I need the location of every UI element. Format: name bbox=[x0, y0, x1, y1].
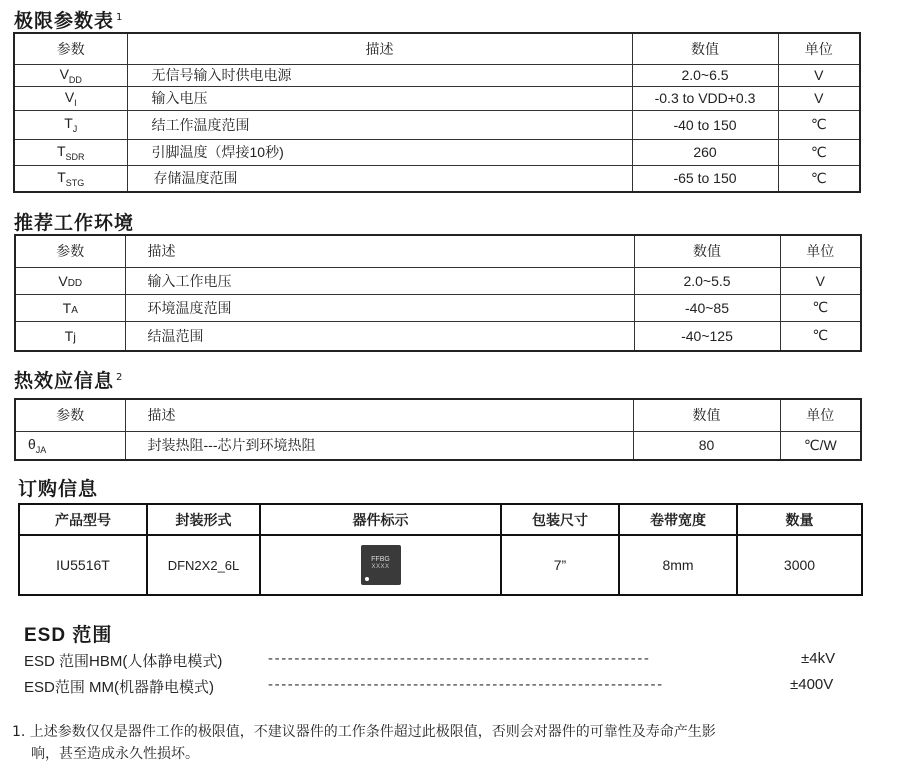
table-row bbox=[15, 431, 861, 460]
param-symbol: $V_{DD}$ bbox=[14, 64, 127, 86]
param-value: -65 to 150 bbox=[632, 165, 778, 192]
table-row bbox=[14, 86, 860, 110]
param-value: 260 bbox=[632, 139, 778, 165]
param-value: -40~125 bbox=[634, 321, 780, 351]
header-unit: 单位 bbox=[778, 33, 860, 64]
table-row bbox=[19, 535, 862, 595]
param-value: 2.0~5.5 bbox=[634, 267, 780, 294]
table-row bbox=[14, 110, 860, 139]
param-desc: 无信号输入时供电电源 bbox=[127, 64, 632, 86]
footnote-ref-1: 1 bbox=[116, 11, 124, 23]
thermal-title bbox=[14, 366, 123, 393]
param-unit: ℃ bbox=[778, 165, 860, 192]
table-row bbox=[14, 139, 860, 165]
param-desc: 环境温度范围 bbox=[125, 294, 634, 321]
quantity-cell: 3000 bbox=[737, 535, 862, 595]
param-symbol: $\theta_{JA}$ bbox=[15, 431, 125, 460]
table-header-row bbox=[19, 504, 862, 535]
header-param: 参数 bbox=[15, 235, 125, 267]
param-desc: 输入工作电压 bbox=[125, 267, 634, 294]
param-symbol: Tj bbox=[15, 321, 125, 351]
param-desc: 输入电压 bbox=[127, 86, 632, 110]
header-quantity: 数量 bbox=[737, 504, 862, 535]
recommended-table bbox=[14, 234, 862, 352]
param-value: -40~85 bbox=[634, 294, 780, 321]
esd-title-text: ESD 范围 bbox=[24, 625, 113, 646]
header-unit: 单位 bbox=[780, 399, 861, 431]
param-unit: ℃ bbox=[780, 294, 861, 321]
table-row bbox=[15, 321, 861, 351]
chip-marking-icon bbox=[361, 545, 401, 585]
param-desc: 结温范围 bbox=[125, 321, 634, 351]
esd-hbm-value: ±4kV bbox=[801, 650, 836, 667]
table-row bbox=[15, 267, 861, 294]
esd-hbm-dashes: ---------------------------------------------------------- bbox=[268, 650, 651, 667]
table-header-row bbox=[14, 33, 860, 64]
header-value: 数值 bbox=[633, 399, 780, 431]
header-param: 参数 bbox=[15, 399, 125, 431]
footnote-ref-2: 2 bbox=[116, 371, 124, 383]
model-cell: IU5516T bbox=[19, 535, 147, 595]
reel-size-cell: 7” bbox=[501, 535, 619, 595]
marking-line2: XXXX bbox=[371, 564, 390, 570]
table-row bbox=[14, 165, 860, 192]
package-cell: DFN2X2_6L bbox=[147, 535, 260, 595]
header-marking: 器件标示 bbox=[260, 504, 501, 535]
header-value: 数值 bbox=[634, 235, 780, 267]
param-desc: 引脚温度（焊接10秒) bbox=[127, 139, 632, 165]
param-unit: V bbox=[778, 86, 860, 110]
thermal-title-text: 热效应信息 bbox=[14, 370, 115, 392]
table-row bbox=[15, 294, 861, 321]
header-desc: 描述 bbox=[125, 235, 634, 267]
header-package: 封装形式 bbox=[147, 504, 260, 535]
param-unit: V bbox=[778, 64, 860, 86]
param-unit: ℃ bbox=[780, 321, 861, 351]
table-header-row bbox=[15, 235, 861, 267]
param-symbol: $T_{SDR}$ bbox=[14, 139, 127, 165]
esd-mm-label: ESD范围 MM(机器静电模式) bbox=[24, 679, 214, 696]
pin1-dot-icon bbox=[365, 577, 369, 581]
param-symbol: $V_I$ bbox=[14, 86, 127, 110]
abs-max-table bbox=[13, 32, 861, 193]
param-value: 2.0~6.5 bbox=[632, 64, 778, 86]
header-model: 产品型号 bbox=[19, 504, 147, 535]
param-symbol: VDD bbox=[15, 267, 125, 294]
ordering-title bbox=[18, 474, 98, 501]
param-unit: V bbox=[780, 267, 861, 294]
esd-hbm-label: ESD 范围HBM(人体静电模式) bbox=[24, 653, 223, 670]
header-desc: 描述 bbox=[125, 399, 633, 431]
marking-cell bbox=[260, 535, 501, 595]
header-desc: 描述 bbox=[127, 33, 632, 64]
thermal-table bbox=[14, 398, 862, 461]
esd-hbm-line bbox=[24, 650, 222, 671]
esd-mm-dashes: ------------------------------------------------------------ bbox=[268, 676, 664, 693]
param-value: -40 to 150 bbox=[632, 110, 778, 139]
header-value: 数值 bbox=[632, 33, 778, 64]
param-symbol: $T_J$ bbox=[14, 110, 127, 139]
header-param: 参数 bbox=[14, 33, 127, 64]
param-desc: 封装热阻---芯片到环境热阻 bbox=[125, 431, 633, 460]
param-unit: ℃ bbox=[778, 110, 860, 139]
header-reel-size: 包装尺寸 bbox=[501, 504, 619, 535]
esd-mm-line bbox=[24, 676, 214, 697]
footnote-1-line2: 响，甚至造成永久性损坏。 bbox=[31, 746, 199, 762]
table-header-row bbox=[15, 399, 861, 431]
ordering-table bbox=[18, 503, 863, 596]
header-tape-width: 卷带宽度 bbox=[619, 504, 737, 535]
marking-line1: FFBG bbox=[371, 556, 390, 563]
footnote-1 bbox=[12, 721, 902, 765]
abs-max-title bbox=[14, 6, 123, 33]
param-unit: ℃ bbox=[778, 139, 860, 165]
footnote-1-line1: 1. 上述参数仅仅是器件工作的极限值，不建议器件的工作条件超过此极限值，否则会对器件的可靠性及寿命产生影 bbox=[12, 724, 716, 740]
param-value: 80 bbox=[633, 431, 780, 460]
ordering-title-text: 订购信息 bbox=[18, 478, 99, 500]
param-desc: 结工作温度范围 bbox=[127, 110, 632, 139]
param-unit: ℃/W bbox=[780, 431, 861, 460]
recommended-title-text: 推荐工作环境 bbox=[14, 212, 135, 234]
param-desc: 存储温度范围 bbox=[127, 165, 632, 192]
abs-max-title-text: 极限参数表 bbox=[14, 10, 115, 32]
esd-title bbox=[24, 620, 112, 647]
header-unit: 单位 bbox=[780, 235, 861, 267]
esd-mm-value: ±400V bbox=[790, 676, 834, 693]
param-value: -0.3 to VDD+0.3 bbox=[632, 86, 778, 110]
table-row bbox=[14, 64, 860, 86]
param-symbol: TA bbox=[15, 294, 125, 321]
recommended-title bbox=[14, 208, 134, 235]
tape-width-cell: 8mm bbox=[619, 535, 737, 595]
param-symbol: $T_{STG}$ bbox=[14, 165, 127, 192]
